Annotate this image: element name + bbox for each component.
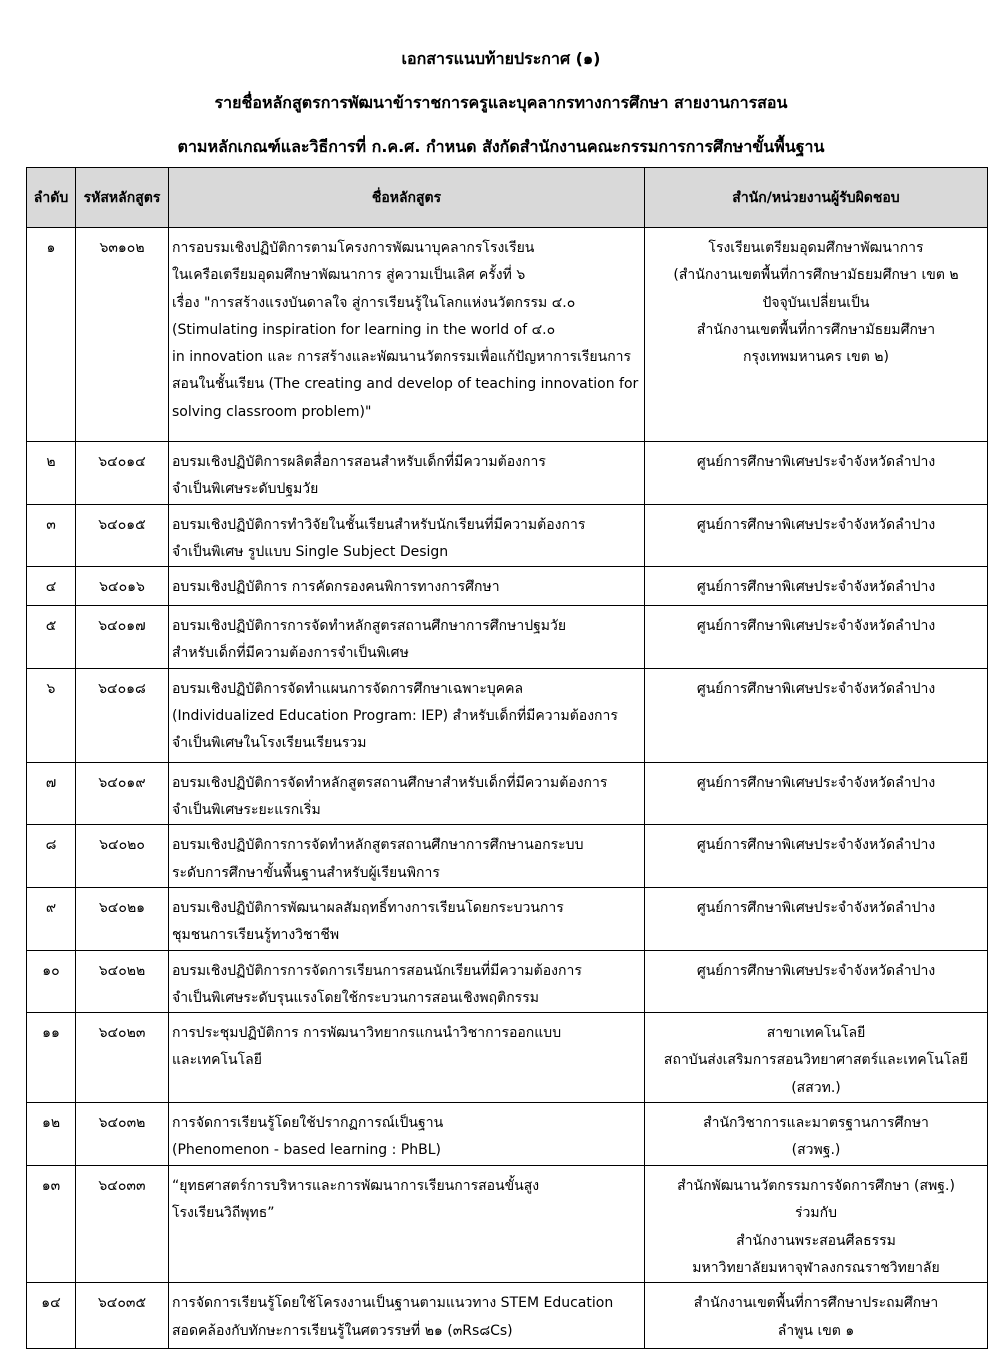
agency-cell	[645, 950, 988, 1013]
course-code-cell	[76, 567, 169, 606]
row-number: ๑๒	[41, 1115, 61, 1132]
agency-line: ศูนย์การศึกษาพิเศษประจำจังหวัดลำปาง	[696, 837, 936, 854]
agency-line: ศูนย์การศึกษาพิเศษประจำจังหวัดลำปาง	[696, 899, 936, 916]
course-name-line: จำเป็นพิเศษระดับรุนแรงโดยใช้กระบวนการสอนเชิงพฤติกรรม	[172, 989, 539, 1006]
course-code-cell	[76, 442, 169, 505]
row-number-cell	[27, 442, 76, 505]
course-name-line: (Phenomenon - based learning : PhBL)	[172, 1142, 441, 1159]
course-name-cell	[169, 442, 645, 505]
course-name-line: การจัดการเรียนรู้โดยใช้โครงงานเป็นฐานตามแนวทาง STEM Education	[172, 1295, 614, 1312]
column-header-no: ลำดับ	[27, 168, 76, 228]
row-number: ๑๑	[42, 1025, 60, 1042]
course-name-line: อบรมเชิงปฏิบัติการผลิตสื่อการสอนสำหรับเด็กที่มีความต้องการ	[172, 454, 546, 470]
course-name-line: ในเครือเตรียมอุดมศึกษาพัฒนาการ สู่ความเป็นเลิศ ครั้งที่ ๖	[172, 267, 526, 284]
row-number-cell	[27, 668, 76, 762]
course-name-line: อบรมเชิงปฏิบัติการพัฒนาผลสัมฤทธิ์ทางการเรียนโดยกระบวนการ	[172, 899, 564, 916]
course-name-cell	[169, 228, 645, 442]
course-name-cell	[169, 1013, 645, 1103]
course-name-line: in innovation และ การสร้างและพัฒนานวัตกรรมเพื่อแก้ปัญหาการเรียนการ	[172, 349, 632, 366]
course-name-line: จำเป็นพิเศษระดับปฐมวัย	[172, 481, 319, 498]
agency-cell	[645, 1013, 988, 1103]
row-number-cell	[27, 950, 76, 1013]
row-number-cell	[27, 228, 76, 442]
agency-cell	[645, 606, 988, 669]
course-code: ๖๔๐๓๕	[97, 1295, 147, 1312]
course-name-line: อบรมเชิงปฏิบัติการการจัดทำหลักสูตรสถานศึกษาการศึกษานอกระบบ	[172, 837, 584, 854]
course-name-line: สำหรับเด็กที่มีความต้องการจำเป็นพิเศษ	[172, 645, 409, 662]
course-name-line: อบรมเชิงปฏิบัติการทำวิจัยในชั้นเรียนสำหรับนักเรียนที่มีความต้องการ	[172, 516, 586, 533]
course-name-cell	[169, 606, 645, 669]
row-number-cell	[27, 825, 76, 888]
agency-cell	[645, 567, 988, 606]
course-table	[26, 167, 988, 1349]
row-number: ๑๓	[41, 1178, 61, 1195]
course-name-line: อบรมเชิงปฏิบัติการการจัดทำหลักสูตรสถานศึกษาการศึกษาปฐมวัย	[172, 618, 567, 635]
course-name-line: solving classroom problem)"	[172, 403, 372, 420]
course-code-cell	[76, 606, 169, 669]
row-number-cell	[27, 1166, 76, 1283]
table-row	[27, 825, 988, 888]
table-row	[27, 228, 988, 442]
course-name-cell	[169, 825, 645, 888]
agency-line: สำนักงานเขตพื้นที่การศึกษาประถมศึกษา	[693, 1295, 939, 1312]
course-name-line: สอนในชั้นเรียน (The creating and develop of teaching innovation for	[172, 376, 639, 393]
agency-line: สาขาเทคโนโลยี	[766, 1025, 866, 1042]
course-code: ๖๔๐๒๐	[99, 837, 145, 854]
course-code-cell	[76, 504, 169, 567]
course-name-line: เรื่อง "การสร้างแรงบันดาลใจ สู่การเรียนรู้ในโลกแห่งนวัตกรรม ๔.๐	[172, 294, 576, 311]
agency-line: (สวพฐ.)	[791, 1142, 841, 1159]
agency-line: สำนักวิชาการและมาตรฐานการศึกษา	[703, 1115, 929, 1132]
row-number-cell	[27, 1013, 76, 1103]
row-number: ๙	[45, 899, 57, 916]
agency-line: ศูนย์การศึกษาพิเศษประจำจังหวัดลำปาง	[696, 618, 936, 635]
agency-cell	[645, 668, 988, 762]
agency-cell	[645, 442, 988, 505]
agency-line: โรงเรียนเตรียมอุดมศึกษาพัฒนาการ	[708, 240, 924, 256]
course-name-line: จำเป็นพิเศษในโรงเรียนเรียนรวม	[172, 735, 367, 752]
agency-line: ศูนย์การศึกษาพิเศษประจำจังหวัดลำปาง	[696, 680, 936, 697]
row-number: ๖	[46, 680, 56, 697]
agency-line: ศูนย์การศึกษาพิเศษประจำจังหวัดลำปาง	[696, 579, 936, 596]
agency-line: ศูนย์การศึกษาพิเศษประจำจังหวัดลำปาง	[696, 454, 936, 470]
course-name-line: การอบรมเชิงปฏิบัติการตามโครงการพัฒนาบุคลากรโรงเรียน	[172, 240, 535, 256]
course-code: ๖๔๐๑๗	[98, 618, 146, 635]
agency-cell	[645, 1166, 988, 1283]
agency-line: ปัจจุบันเปลี่ยนเป็น	[762, 294, 870, 311]
course-code-cell	[76, 887, 169, 950]
table-row	[27, 606, 988, 669]
row-number-cell	[27, 887, 76, 950]
agency-line: สำนักงานพระสอนศีลธรรม	[736, 1232, 896, 1249]
course-code-cell	[76, 1013, 169, 1103]
course-name-line: ชุมชนการเรียนรู้ทางวิชาชีพ	[172, 927, 340, 944]
course-name-cell	[169, 504, 645, 567]
table-row	[27, 567, 988, 606]
table-row	[27, 668, 988, 762]
row-number: ๓	[46, 516, 56, 533]
document-title: เอกสารแนบท้ายประกาศ (๑)	[401, 49, 601, 68]
course-name-cell	[169, 1103, 645, 1166]
course-code: ๖๔๐๑๕	[98, 516, 146, 533]
course-code-cell	[76, 1283, 169, 1349]
course-code: ๖๔๐๑๙	[98, 774, 146, 791]
course-code: ๖๔๐๒๓	[98, 1025, 146, 1042]
course-code-cell	[76, 825, 169, 888]
course-name-line: อบรมเชิงปฏิบัติการการจัดการเรียนการสอนนักเรียนที่มีความต้องการ	[172, 962, 582, 979]
course-code-cell	[76, 228, 169, 442]
agency-cell	[645, 762, 988, 825]
row-number: ๔	[45, 579, 57, 596]
course-name-line: สอดคล้องกับทักษะการเรียนรู้ในศตวรรษที่ ๒๑ (๓Rs๘Cs)	[172, 1322, 513, 1339]
agency-line: สำนักพัฒนานวัตกรรมการจัดการศึกษา (สพฐ.)	[677, 1178, 955, 1195]
course-code-cell	[76, 1166, 169, 1283]
column-header-agency: สำนัก/หน่วยงานผู้รับผิดชอบ	[645, 168, 988, 228]
column-header-name: ชื่อหลักสูตร	[169, 168, 645, 228]
course-name-line: จำเป็นพิเศษระยะแรกเริ่ม	[172, 802, 321, 819]
course-name-line: อบรมเชิงปฏิบัติการ การคัดกรองคนพิการทางการศึกษา	[172, 579, 500, 596]
table-row	[27, 1013, 988, 1103]
course-name-cell	[169, 762, 645, 825]
row-number-cell	[27, 762, 76, 825]
document-subtitle-2: ตามหลักเกณฑ์และวิธีการที่ ก.ค.ศ. กำหนด สังกัดสำนักงานคณะกรรมการการศึกษาขั้นพื้นฐาน	[177, 137, 825, 156]
course-name-line: ระดับการศึกษาขั้นพื้นฐานสำหรับผู้เรียนพิการ	[172, 864, 440, 881]
table-row	[27, 442, 988, 505]
agency-line: ร่วมกับ	[795, 1205, 837, 1222]
course-code-cell	[76, 762, 169, 825]
course-code: ๖๔๐๓๓	[98, 1178, 146, 1195]
row-number: ๑๐	[42, 962, 60, 979]
course-name-cell	[169, 567, 645, 606]
agency-line: ลำพูน เขต ๑	[777, 1322, 855, 1339]
agency-line: ศูนย์การศึกษาพิเศษประจำจังหวัดลำปาง	[696, 962, 936, 979]
agency-cell	[645, 887, 988, 950]
row-number-cell	[27, 606, 76, 669]
agency-line: มหาวิทยาลัยมหาจุฬาลงกรณราชวิทยาลัย	[692, 1259, 940, 1276]
agency-line: สำนักงานเขตพื้นที่การศึกษามัธยมศึกษา	[696, 321, 936, 338]
agency-line: ศูนย์การศึกษาพิเศษประจำจังหวัดลำปาง	[696, 774, 936, 791]
table-row	[27, 887, 988, 950]
course-name-line: (Individualized Education Program: IEP) สำหรับเด็กที่มีความต้องการ	[172, 708, 618, 725]
table-row	[27, 1283, 988, 1349]
course-code: ๖๔๐๒๑	[98, 899, 146, 916]
table-row	[27, 504, 988, 567]
agency-cell	[645, 825, 988, 888]
course-name-line: “ยุทธศาสตร์การบริหารและการพัฒนาการเรียนการสอนขั้นสูง	[172, 1178, 540, 1195]
column-header-code: รหัสหลักสูตร	[76, 168, 169, 228]
course-code: ๖๔๐๑๘	[98, 680, 146, 697]
course-name-cell	[169, 950, 645, 1013]
table-row	[27, 950, 988, 1013]
course-name-cell	[169, 1166, 645, 1283]
document-subtitle: รายชื่อหลักสูตรการพัฒนาข้าราชการครูและบุคลากรทางการศึกษา สายงานการสอน	[214, 93, 788, 112]
table-row	[27, 1166, 988, 1283]
agency-line: (สำนักงานเขตพื้นที่การศึกษามัธยมศึกษา เขต ๒	[673, 267, 959, 284]
course-name-line: จำเป็นพิเศษ รูปแบบ Single Subject Design	[172, 543, 449, 560]
course-code: ๖๓๑๐๒	[99, 240, 145, 256]
table-row	[27, 762, 988, 825]
course-name-line: และเทคโนโลยี	[172, 1052, 262, 1069]
agency-cell	[645, 504, 988, 567]
course-code: ๖๔๐๑๖	[99, 579, 145, 596]
row-number: ๕	[45, 618, 57, 635]
course-code: ๖๔๐๒๒	[98, 962, 146, 979]
agency-cell	[645, 228, 988, 442]
row-number: ๑	[46, 240, 56, 256]
row-number: ๒	[46, 454, 56, 470]
row-number: ๑๔	[41, 1295, 61, 1312]
row-number-cell	[27, 567, 76, 606]
agency-line: (สสวท.)	[791, 1079, 841, 1096]
row-number: ๗	[45, 774, 57, 791]
course-code-cell	[76, 668, 169, 762]
row-number-cell	[27, 504, 76, 567]
agency-cell	[645, 1103, 988, 1166]
row-number: ๘	[45, 837, 57, 854]
table-header-row	[27, 168, 988, 228]
course-name-cell	[169, 1283, 645, 1349]
course-name-cell	[169, 668, 645, 762]
course-name-line: การจัดการเรียนรู้โดยใช้ปรากฏการณ์เป็นฐาน	[172, 1115, 444, 1132]
course-code: ๖๔๐๑๔	[98, 454, 146, 470]
course-name-line: อบรมเชิงปฏิบัติการจัดทำหลักสูตรสถานศึกษาสำหรับเด็กที่มีความต้องการ	[172, 774, 608, 791]
agency-line: กรุงเทพมหานคร เขต ๒)	[743, 349, 889, 366]
table-row	[27, 1103, 988, 1166]
agency-line: สถาบันส่งเสริมการสอนวิทยาศาสตร์และเทคโนโลยี	[663, 1052, 969, 1069]
course-name-line: อบรมเชิงปฏิบัติการจัดทำแผนการจัดการศึกษาเฉพาะบุคคล	[172, 680, 524, 697]
course-name-cell	[169, 887, 645, 950]
row-number-cell	[27, 1283, 76, 1349]
course-code-cell	[76, 950, 169, 1013]
course-name-line: (Stimulating inspiration for learning in the world of ๔.๐	[172, 321, 556, 338]
course-code-cell	[76, 1103, 169, 1166]
course-name-line: การประชุมปฏิบัติการ การพัฒนาวิทยากรแกนนำวิชาการออกแบบ	[172, 1025, 562, 1042]
row-number-cell	[27, 1103, 76, 1166]
course-name-line: โรงเรียนวิถีพุทธ”	[172, 1205, 275, 1222]
agency-line: ศูนย์การศึกษาพิเศษประจำจังหวัดลำปาง	[696, 516, 936, 533]
agency-cell	[645, 1283, 988, 1349]
course-code: ๖๔๐๓๒	[98, 1115, 146, 1132]
